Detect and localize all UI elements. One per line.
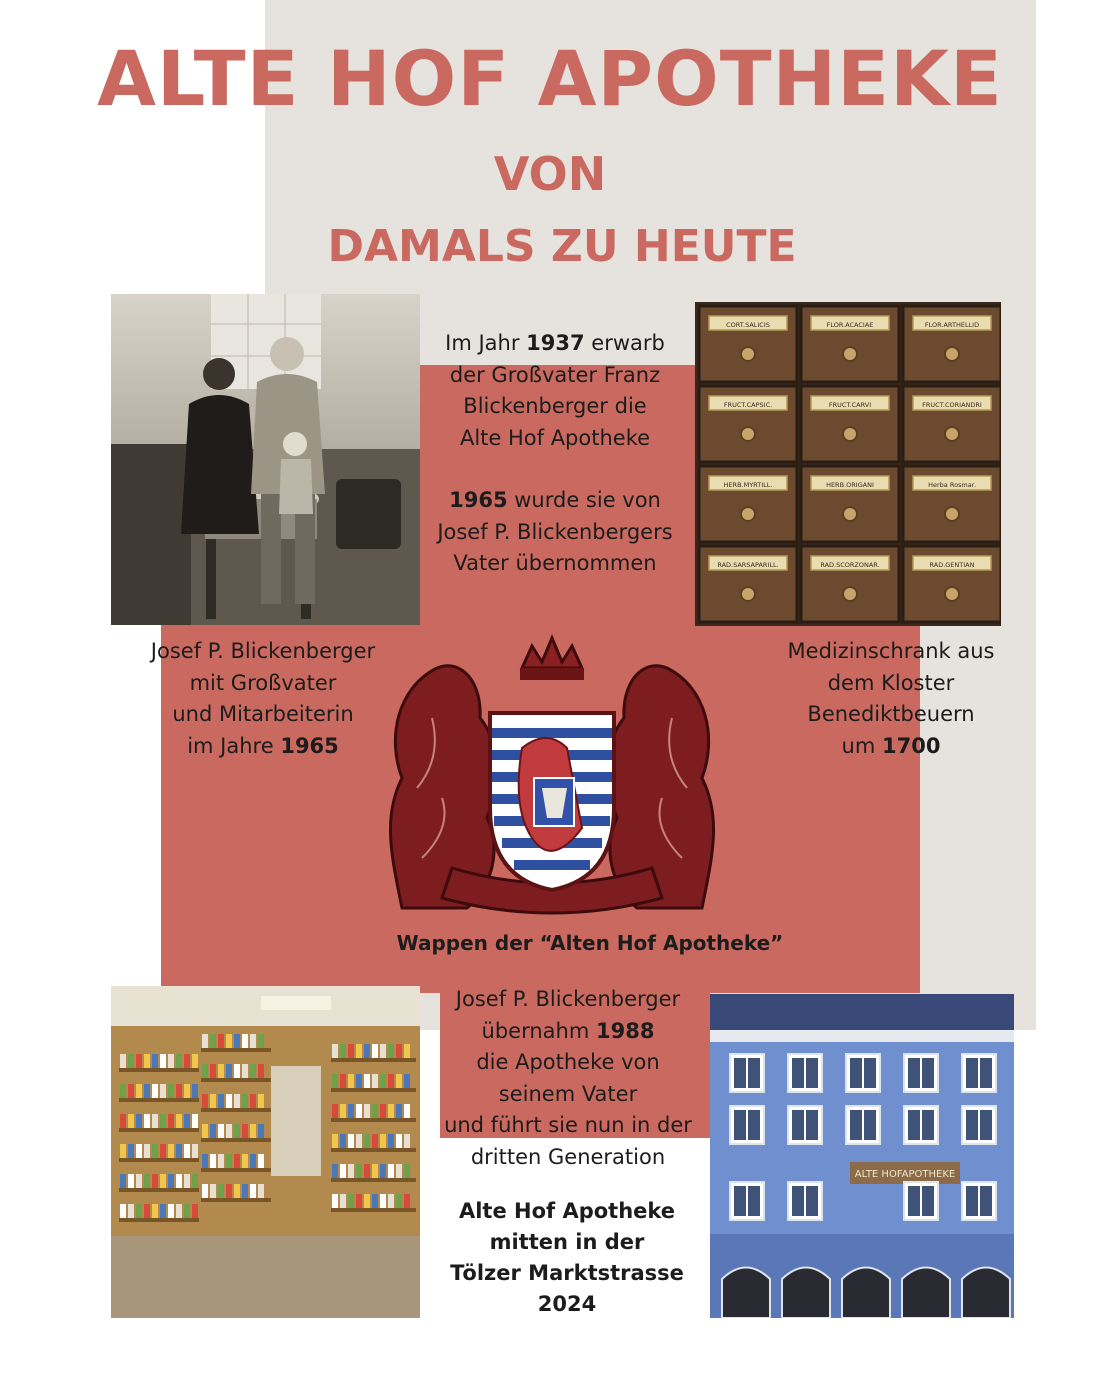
page-title: ALTE HOF APOTHEKE (97, 34, 1003, 123)
drawer-label: FRUCT.CARVI (828, 401, 872, 409)
takeover-text (420, 984, 716, 1173)
shelf-product (192, 1204, 198, 1218)
medicine-cabinet-photo (695, 302, 1001, 626)
shelf-product (348, 1074, 354, 1088)
drawer-knob (741, 587, 755, 601)
drawer-knob (741, 347, 755, 361)
shelf-product (242, 1184, 248, 1198)
shelf-product (136, 1174, 142, 1188)
caption-line: und Mitarbeiterin (172, 702, 354, 726)
shelf-product (202, 1034, 208, 1048)
coat-of-arms-caption: Wappen der “Alten Hof Apotheke” (396, 931, 784, 955)
takeover-line: dritten Generation (470, 1144, 666, 1169)
history-line: Josef P. Blickenbergers (437, 519, 673, 544)
shelf-product (356, 1134, 362, 1148)
shelf-product (152, 1114, 158, 1128)
shelf-product (202, 1094, 208, 1108)
drawer-knob (843, 427, 857, 441)
shelf-product (128, 1054, 134, 1068)
drawer-knob (945, 347, 959, 361)
shelf-product (234, 1094, 240, 1108)
history-line: 1965 wurde sie von (449, 488, 661, 512)
shelf-product (210, 1154, 216, 1168)
shelf-product (242, 1154, 248, 1168)
shelf-product (242, 1124, 248, 1138)
shelf-product (226, 1064, 232, 1078)
shelf-product (226, 1034, 232, 1048)
shelf-product (136, 1114, 142, 1128)
shelf-product (388, 1104, 394, 1118)
shelf-product (340, 1194, 346, 1208)
shelf-product (184, 1204, 190, 1218)
shelf-product (380, 1044, 386, 1058)
shelf-product (364, 1134, 370, 1148)
shelf-product (340, 1044, 346, 1058)
shelf-product (234, 1124, 240, 1138)
takeover-year-1988: 1988 (596, 1018, 655, 1043)
shelf-product (356, 1044, 362, 1058)
shelf-product (144, 1204, 150, 1218)
caption-line: um 1700 (841, 733, 941, 758)
shelf-board (119, 1218, 199, 1222)
shelf-product (152, 1204, 158, 1218)
caption-line: Benediktbeuern (807, 702, 975, 726)
shelf-product (144, 1174, 150, 1188)
history-line: Blickenberger die (463, 394, 647, 418)
cabinet-drawer (903, 546, 1001, 622)
shelf-product (210, 1124, 216, 1138)
caption-line: dem Kloster (827, 670, 955, 695)
shelf-board (331, 1088, 416, 1092)
shelf-product (168, 1144, 174, 1158)
drawer-knob (945, 427, 959, 441)
cabinet-drawer (699, 546, 797, 622)
shelf-product (184, 1144, 190, 1158)
shelf-product (340, 1074, 346, 1088)
shelf-product (192, 1054, 198, 1068)
shelf-product (192, 1114, 198, 1128)
shelf-product (242, 1034, 248, 1048)
shelf-product (348, 1134, 354, 1148)
shelf-product (372, 1194, 378, 1208)
pharmacy-interior-photo (111, 986, 420, 1318)
cabinet-drawer (903, 466, 1001, 542)
shelf-product (396, 1164, 402, 1178)
shelf-product (226, 1094, 232, 1108)
takeover-line: und führt sie nun in der (444, 1113, 692, 1137)
shelf-board (331, 1148, 416, 1152)
shelf-product (388, 1074, 394, 1088)
shelf-product (364, 1194, 370, 1208)
shelf-product (250, 1094, 256, 1108)
shelf-product (396, 1134, 402, 1148)
takeover-line: die Apotheke von (476, 1050, 660, 1074)
page-subtitle-von: VON (493, 147, 607, 201)
shelf-product (380, 1194, 386, 1208)
cabinet-photo-caption (760, 636, 1022, 762)
shelf-product (160, 1084, 166, 1098)
shelf-product (250, 1064, 256, 1078)
history-line: Im Jahr 1937 erwarb (445, 331, 665, 355)
shelf-product (332, 1164, 338, 1178)
cabinet-drawer (699, 306, 797, 382)
drawer-knob (843, 347, 857, 361)
shelf-product (152, 1084, 158, 1098)
shelf-product (258, 1184, 264, 1198)
facade-sign-text: ALTE HOFAPOTHEKE (854, 1169, 956, 1180)
history-line: der Großvater Franz (449, 362, 661, 387)
shelf-product (160, 1204, 166, 1218)
drawer-label: HERB.ORIGANI (826, 481, 874, 489)
shelf-board (201, 1168, 271, 1172)
drawer-label: RAD.SARSAPARILL. (717, 561, 779, 569)
shelf-product (258, 1034, 264, 1048)
takeover-line: Josef P. Blickenberger (455, 987, 681, 1011)
shelf-product (152, 1144, 158, 1158)
cabinet-drawer (801, 466, 899, 542)
drawer-label: RAD.SCORZONAR. (820, 561, 880, 569)
shelf-product (340, 1134, 346, 1148)
shelf-product (372, 1134, 378, 1148)
shelf-product (160, 1144, 166, 1158)
shelf-product (388, 1164, 394, 1178)
shelf-product (332, 1194, 338, 1208)
shelf-product (128, 1084, 134, 1098)
shelf-product (258, 1154, 264, 1168)
shelf-product (250, 1184, 256, 1198)
shelf-product (234, 1034, 240, 1048)
shop-arch-window (782, 1268, 830, 1319)
shelf-product (136, 1054, 142, 1068)
shelf-product (218, 1154, 224, 1168)
shelf-product (404, 1074, 410, 1088)
shelf-product (332, 1044, 338, 1058)
history-year-1965: 1965 (449, 488, 508, 512)
shelf-product (184, 1054, 190, 1068)
shelf-product (348, 1194, 354, 1208)
shelf-product (396, 1074, 402, 1088)
location-line: Alte Hof Apotheke (458, 1199, 676, 1223)
shelf-product (144, 1144, 150, 1158)
drawer-knob (843, 587, 857, 601)
shelf-product (250, 1124, 256, 1138)
shelf-board (201, 1078, 271, 1082)
shelf-product (128, 1174, 134, 1188)
shelf-product (210, 1064, 216, 1078)
shelf-board (201, 1198, 271, 1202)
shelf-product (404, 1044, 410, 1058)
shelf-product (176, 1114, 182, 1128)
shelf-product (176, 1174, 182, 1188)
shelf-product (176, 1084, 182, 1098)
shelf-product (364, 1164, 370, 1178)
shelf-board (119, 1098, 199, 1102)
history-line: Vater übernommen (453, 551, 657, 575)
shelf-product (184, 1114, 190, 1128)
shelf-product (210, 1184, 216, 1198)
shelf-product (218, 1094, 224, 1108)
drawer-label: Herba Rosmar. (928, 481, 976, 489)
caption-line: mit Großvater (189, 670, 337, 695)
shelf-product (332, 1074, 338, 1088)
shelf-board (201, 1108, 271, 1112)
drawer-label: FLOR.ACACIAE (826, 321, 874, 329)
shelf-product (136, 1144, 142, 1158)
caption-line: Josef P. Blickenberger (150, 639, 376, 663)
shelf-product (202, 1184, 208, 1198)
drawer-label: FRUCT.CAPSIC. (723, 401, 773, 409)
shelf-product (332, 1134, 338, 1148)
shelf-product (160, 1054, 166, 1068)
shelf-product (144, 1084, 150, 1098)
shelf-product (250, 1154, 256, 1168)
shelf-product (348, 1044, 354, 1058)
shelf-product (202, 1124, 208, 1138)
page-subtitle-damals: DAMALS ZU HEUTE (327, 221, 797, 272)
shelf-product (160, 1174, 166, 1188)
shelf-product (356, 1164, 362, 1178)
shelf-product (202, 1154, 208, 1168)
takeover-line: seinem Vater (498, 1081, 638, 1106)
shelf-board (119, 1158, 199, 1162)
shelf-product (168, 1204, 174, 1218)
shelf-product (356, 1074, 362, 1088)
shelf-product (226, 1154, 232, 1168)
shelf-product (234, 1064, 240, 1078)
shelf-product (202, 1064, 208, 1078)
shelf-product (168, 1084, 174, 1098)
shelf-product (380, 1074, 386, 1088)
caption-line: Medizinschrank aus (787, 639, 995, 663)
shelf-product (340, 1104, 346, 1118)
drawer-label: HERB.MYRTILL. (723, 481, 773, 489)
shelf-board (331, 1058, 416, 1062)
shelf-product (120, 1084, 126, 1098)
historic-family-photo (111, 294, 420, 625)
shelf-product (120, 1114, 126, 1128)
location-line: mitten in der (489, 1230, 645, 1254)
shelf-product (396, 1044, 402, 1058)
shelf-product (168, 1114, 174, 1128)
shelf-product (234, 1154, 240, 1168)
shelf-product (372, 1074, 378, 1088)
shelf-board (119, 1128, 199, 1132)
shelf-product (136, 1204, 142, 1218)
drawer-label: FRUCT.CORIANDRI (922, 401, 982, 409)
drawer-label: CORT.SALICIS (726, 321, 770, 329)
shelf-product (258, 1064, 264, 1078)
history-line: Alte Hof Apotheke (459, 425, 651, 450)
drawer-knob (843, 507, 857, 521)
cabinet-drawer (801, 546, 899, 622)
shelf-product (128, 1114, 134, 1128)
shelf-product (388, 1194, 394, 1208)
shelf-product (364, 1044, 370, 1058)
shelf-product (218, 1184, 224, 1198)
shelf-product (404, 1134, 410, 1148)
shelf-product (250, 1034, 256, 1048)
shelf-product (120, 1174, 126, 1188)
shelf-board (119, 1188, 199, 1192)
shelf-product (168, 1054, 174, 1068)
location-caption (430, 1196, 704, 1320)
shelf-product (176, 1204, 182, 1218)
cabinet-drawer (903, 386, 1001, 462)
shelf-product (152, 1174, 158, 1188)
shelf-product (120, 1204, 126, 1218)
shelf-product (152, 1054, 158, 1068)
shelf-product (210, 1094, 216, 1108)
shelf-product (380, 1164, 386, 1178)
shelf-product (120, 1054, 126, 1068)
drawer-label: FLOR.ARTHELLID (924, 321, 980, 329)
location-year: 2024 (537, 1292, 597, 1316)
shelf-product (258, 1094, 264, 1108)
takeover-line: übernahm 1988 (481, 1018, 655, 1043)
shelf-product (128, 1144, 134, 1158)
shelf-product (396, 1104, 402, 1118)
shelf-product (136, 1084, 142, 1098)
shelf-product (404, 1194, 410, 1208)
shelf-product (258, 1124, 264, 1138)
shelf-product (380, 1134, 386, 1148)
drawer-knob (741, 427, 755, 441)
shelf-product (396, 1194, 402, 1208)
shelf-product (192, 1174, 198, 1188)
shop-arch-window (962, 1268, 1010, 1319)
shelf-board (331, 1118, 416, 1122)
shelf-product (372, 1044, 378, 1058)
shelf-product (356, 1104, 362, 1118)
shelf-product (348, 1164, 354, 1178)
drawer-knob (945, 507, 959, 521)
cabinet-drawer (801, 306, 899, 382)
shelf-product (144, 1054, 150, 1068)
shelf-product (218, 1034, 224, 1048)
shelf-product (184, 1084, 190, 1098)
shelf-product (218, 1064, 224, 1078)
shelf-product (226, 1124, 232, 1138)
shelf-product (192, 1144, 198, 1158)
shelf-board (201, 1048, 271, 1052)
history-year-1937: 1937 (526, 331, 585, 355)
shelf-board (331, 1208, 416, 1212)
shelf-product (168, 1174, 174, 1188)
shelf-board (119, 1068, 199, 1072)
shelf-product (404, 1104, 410, 1118)
building-facade-photo (710, 994, 1014, 1318)
shelf-product (356, 1194, 362, 1208)
shelf-product (234, 1184, 240, 1198)
shelf-board (201, 1138, 271, 1142)
shelf-product (340, 1164, 346, 1178)
location-line: Tölzer Marktstrasse (450, 1261, 684, 1285)
shelf-product (388, 1134, 394, 1148)
drawer-knob (741, 507, 755, 521)
cabinet-drawer (801, 386, 899, 462)
shelf-product (128, 1204, 134, 1218)
cabinet-drawer (699, 386, 797, 462)
cabinet-drawer (699, 466, 797, 542)
shelf-product (226, 1184, 232, 1198)
shelf-product (372, 1104, 378, 1118)
shelf-product (242, 1094, 248, 1108)
shelf-product (348, 1104, 354, 1118)
history-text (414, 328, 696, 580)
shop-arch-window (722, 1268, 770, 1319)
shop-arch-window (842, 1268, 890, 1319)
coat-of-arms-image (362, 628, 742, 920)
shelf-product (372, 1164, 378, 1178)
shelf-product (242, 1064, 248, 1078)
shelf-product (192, 1084, 198, 1098)
shelf-product (160, 1114, 166, 1128)
shelf-product (120, 1144, 126, 1158)
shelf-product (184, 1174, 190, 1188)
shelf-product (404, 1164, 410, 1178)
caption-line: im Jahre 1965 (187, 733, 339, 758)
shelf-product (388, 1044, 394, 1058)
shelf-product (332, 1104, 338, 1118)
drawer-knob (945, 587, 959, 601)
cabinet-drawer (903, 306, 1001, 382)
shelf-product (364, 1074, 370, 1088)
shelf-product (210, 1034, 216, 1048)
shelf-product (364, 1104, 370, 1118)
shelf-product (380, 1104, 386, 1118)
drawer-label: RAD.GENTIAN (929, 561, 975, 569)
shop-arch-window (902, 1268, 950, 1319)
shelf-product (218, 1124, 224, 1138)
shelf-product (176, 1054, 182, 1068)
shelf-product (144, 1114, 150, 1128)
shelf-product (176, 1144, 182, 1158)
shelf-board (331, 1178, 416, 1182)
